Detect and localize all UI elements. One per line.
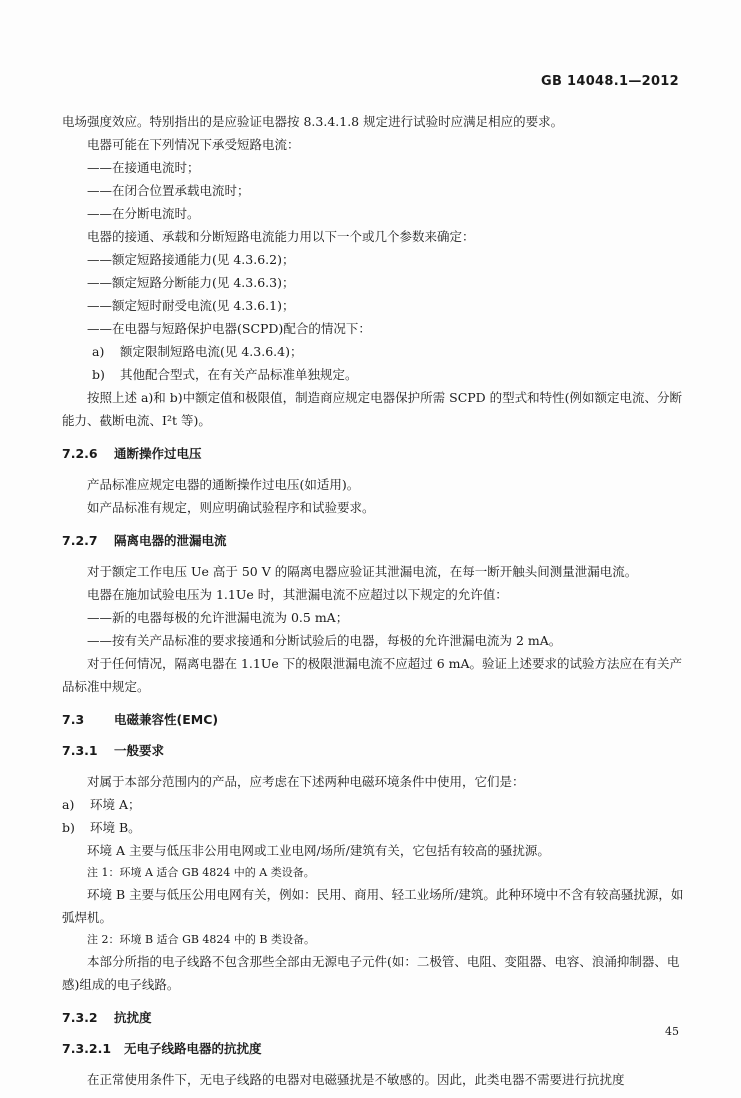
lettered-item (62, 793, 684, 816)
paragraph: 产品标准应规定电器的通断操作过电压(如适用)。 (87, 477, 360, 492)
item-label: a) (62, 797, 75, 812)
section-number: 7.3.2 (62, 1010, 98, 1025)
item-text: 其他配合型式，在有关产品标准单独规定。 (120, 367, 358, 382)
section-heading-7-2-7 (62, 529, 684, 552)
section-title: 隔离电器的泄漏电流 (114, 533, 227, 548)
paragraph: 如产品标准有规定，则应明确试验程序和试验要求。 (87, 500, 375, 515)
lettered-item (62, 340, 684, 363)
dash-list-item: ——在分断电流时。 (87, 206, 200, 221)
dash-list-item: ——额定短时耐受电流(见 4.3.6.1)； (87, 298, 295, 313)
paragraph: 在正常使用条件下，无电子线路的电器对电磁骚扰是不敏感的。因此，此类电器不需要进行抗扰度 (87, 1072, 625, 1087)
dash-list-item: ——在电器与短路保护电器(SCPD)配合的情况下： (87, 321, 371, 336)
page-number: 45 (665, 1025, 679, 1038)
section-title: 无电子线路电器的抗扰度 (124, 1041, 262, 1056)
paragraph: 电器的接通、承载和分断短路电流能力用以下一个或几个参数来确定： (87, 229, 475, 244)
paragraph: 对属于本部分范围内的产品，应考虑在下述两种电磁环境条件中使用，它们是： (87, 774, 525, 789)
dash-list-item: ——按有关产品标准的要求接通和分断试验后的电器，每极的允许泄漏电流为 2 mA。 (87, 633, 562, 648)
section-title: 电磁兼容性(EMC) (114, 712, 219, 727)
dash-list-item: ——在闭合位置承载电流时； (87, 183, 250, 198)
paragraph: 本部分所指的电子线路不包含那些全部由无源电子元件(如：二极管、电阻、变阻器、电容、浪涌抑制器、电感)组成的电子线路。 (62, 954, 680, 992)
dash-list-item: ——额定短路分断能力(见 4.3.6.3)； (87, 275, 295, 290)
item-label: b) (62, 820, 75, 835)
section-number: 7.2.6 (62, 446, 98, 461)
section-number: 7.3.1 (62, 743, 98, 758)
note: 注 2：环境 B 适合 GB 4824 中的 B 类设备。 (87, 933, 316, 946)
lettered-item (62, 816, 684, 839)
dash-list-item: ——额定短路接通能力(见 4.3.6.2)； (87, 252, 295, 267)
paragraph-line: 电场强度效应。特别指出的是应验证电器按 8.3.4.1.8 规定进行试验时应满足相应的要求。 (62, 114, 564, 129)
item-text: 环境 B。 (90, 820, 141, 835)
paragraph: 对于额定工作电压 Ue 高于 50 V 的隔离电器应验证其泄漏电流，在每一断开触头间测量泄漏电流。 (87, 564, 638, 579)
section-number: 7.3 (62, 712, 85, 727)
standard-number: GB 14048.1—2012 (541, 74, 679, 89)
section-heading-7-3-2 (62, 1006, 684, 1029)
section-title: 一般要求 (114, 743, 165, 758)
item-text: 环境 A； (90, 797, 141, 812)
page-content (62, 110, 684, 1091)
item-text: 额定限制短路电流(见 4.3.6.4)； (120, 344, 303, 359)
section-heading-7-3 (62, 708, 684, 731)
paragraph: 按照上述 a)和 b)中额定值和极限值，制造商应规定电器保护所需 SCPD 的型式和特性(例如额定电流、分断能力、截断电流、I²t 等)。 (62, 390, 683, 428)
section-number: 7.2.7 (62, 533, 98, 548)
section-title: 通断操作过电压 (114, 446, 202, 461)
section-heading-7-2-6 (62, 442, 684, 465)
paragraph: 电器在施加试验电压为 1.1Ue 时，其泄漏电流不应超过以下规定的允许值： (87, 587, 508, 602)
dash-list-item: ——新的电器每极的允许泄漏电流为 0.5 mA； (87, 610, 349, 625)
lettered-item (62, 363, 684, 386)
section-number: 7.3.2.1 (62, 1041, 112, 1056)
paragraph: 电器可能在下列情况下承受短路电流： (87, 137, 300, 152)
item-label: b) (92, 367, 105, 382)
section-heading-7-3-2-1 (62, 1037, 684, 1060)
paragraph: 环境 B 主要与低压公用电网有关，例如：民用、商用、轻工业场所/建筑。此种环境中不含有较高骚扰源，如弧焊机。 (62, 887, 684, 925)
paragraph: 环境 A 主要与低压非公用电网或工业电网/场所/建筑有关，它包括有较高的骚扰源。 (87, 843, 550, 858)
paragraph: 对于任何情况，隔离电器在 1.1Ue 下的极限泄漏电流不应超过 6 mA。验证上述要求的试验方法应在有关产品标准中规定。 (62, 656, 683, 694)
item-label: a) (92, 344, 105, 359)
section-heading-7-3-1 (62, 739, 684, 762)
section-title: 抗扰度 (114, 1010, 152, 1025)
note: 注 1：环境 A 适合 GB 4824 中的 A 类设备。 (87, 866, 315, 879)
dash-list-item: ——在接通电流时； (87, 160, 200, 175)
